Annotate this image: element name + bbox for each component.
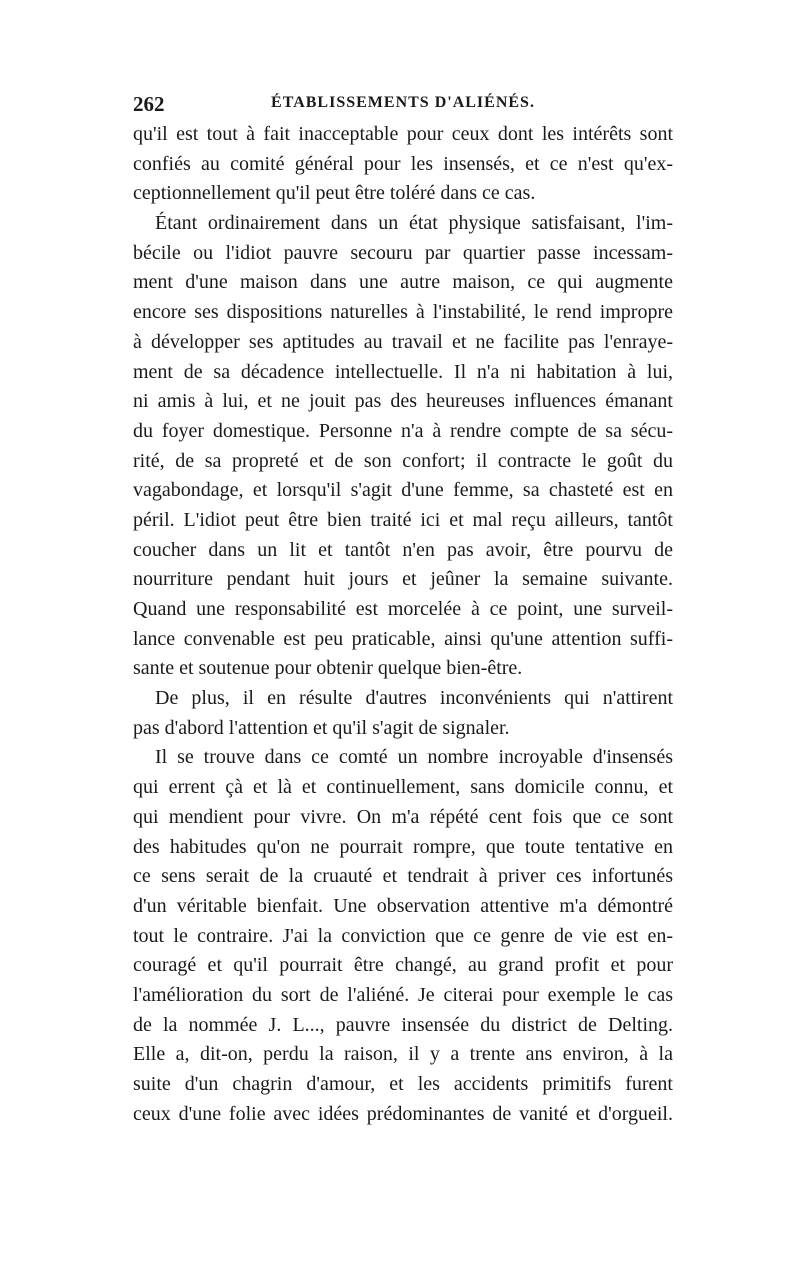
text-line: des habitudes qu'on ne pourrait rompre, que toute tentative en: [133, 835, 673, 858]
text-line: couragé et qu'il pourrait être changé, au grand profit et pour: [133, 954, 673, 977]
text-line: qui errent çà et là et continuellement, sans domicile connu, et: [133, 776, 673, 799]
text-line: De plus, il en résulte d'autres inconvénients qui n'attirent: [155, 687, 673, 710]
text-line: Il se trouve dans ce comté un nombre incroyable d'insensés: [155, 746, 673, 769]
page-number: 262: [133, 92, 165, 116]
text-line: ceptionnellement qu'il peut être toléré dans ce cas.: [133, 182, 536, 205]
text-line: tout le contraire. J'ai la conviction que ce genre de vie est en-: [133, 924, 673, 947]
text-line: encore ses dispositions naturelles à l'instabilité, le rend impropre: [133, 301, 673, 324]
page-header: [133, 92, 673, 122]
text-line: l'amélioration du sort de l'aliéné. Je citerai pour exemple le cas: [133, 983, 673, 1006]
text-line: pas d'abord l'attention et qu'il s'agit de signaler.: [133, 716, 510, 739]
text-line: nourriture pendant huit jours et jeûner la semaine suivante.: [133, 568, 673, 591]
text-line: péril. L'idiot peut être bien traité ici et mal reçu ailleurs, tantôt: [133, 508, 673, 531]
text-line: bécile ou l'idiot pauvre secouru par quartier passe incessam-: [133, 241, 673, 264]
text-line: rité, de sa propreté et de son confort; il contracte le goût du: [133, 449, 673, 472]
text-line: qui mendient pour vivre. On m'a répété cent fois que ce sont: [133, 805, 673, 828]
text-line: à développer ses aptitudes au travail et ne facilite pas l'enraye-: [133, 330, 673, 353]
text-line: Quand une responsabilité est morcelée à ce point, une surveil-: [133, 598, 673, 620]
text-line: coucher dans un lit et tantôt n'en pas avoir, être pourvu de: [133, 538, 673, 561]
text-line: sante et soutenue pour obtenir quelque bien-être.: [133, 657, 523, 680]
running-head: ÉTABLISSEMENTS D'ALIÉNÉS.: [271, 94, 535, 111]
text-line: ce sens serait de la cruauté et tendrait à priver ces infortunés: [133, 865, 673, 888]
text-line: d'un véritable bienfait. Une observation attentive m'a démontré: [133, 894, 673, 917]
text-line: ni amis à lui, et ne jouit pas des heureuses influences émanant: [133, 390, 673, 413]
text-line: ceux d'une folie avec idées prédominantes de vanité et d'orgueil.: [133, 1102, 673, 1125]
text-line: ment d'une maison dans une autre maison, ce qui augmente: [133, 271, 673, 294]
text-line: Étant ordinairement dans un état physique satisfaisant, l'im-: [155, 212, 673, 235]
text-line: qu'il est tout à fait inacceptable pour ceux dont les intérêts sont: [133, 123, 673, 145]
text-line: Elle a, dit-on, perdu la raison, il y a trente ans environ, à la: [133, 1043, 673, 1066]
text-line: confiés au comité général pour les insensés, et ce n'est qu'ex-: [133, 152, 673, 175]
text-line: ment de sa décadence intellectuelle. Il n'a ni habitation à lui,: [133, 360, 673, 383]
text-line: lance convenable est peu praticable, ainsi qu'une attention suffi-: [133, 627, 673, 650]
text-line: vagabondage, et lorsqu'il s'agit d'une femme, sa chasteté est en: [133, 479, 673, 502]
body-text: [133, 120, 673, 1129]
text-line: de la nommée J. L..., pauvre insensée du district de Delting.: [133, 1013, 673, 1036]
text-line: suite d'un chagrin d'amour, et les accidents primitifs furent: [133, 1073, 673, 1095]
text-line: du foyer domestique. Personne n'a à rendre compte de sa sécu-: [133, 419, 673, 442]
